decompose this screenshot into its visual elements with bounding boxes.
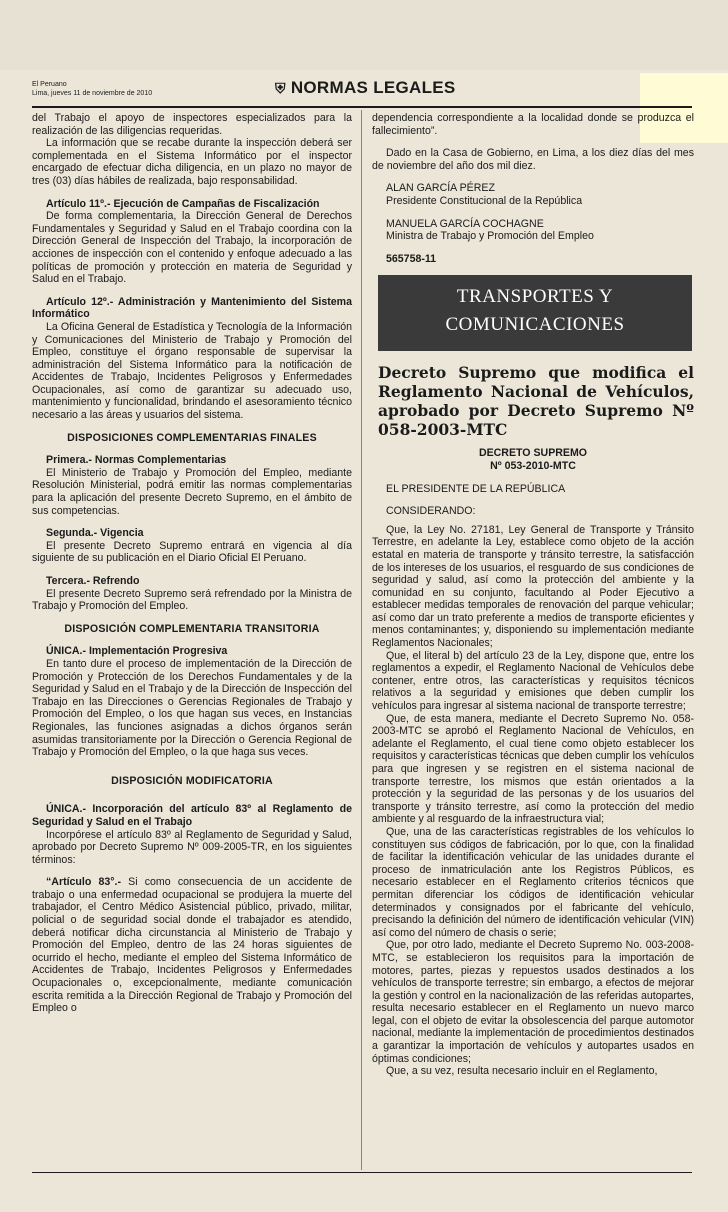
article-heading: Artículo 11º.- Ejecución de Campañas de Fiscalización — [46, 197, 320, 210]
article-heading: ÚNICA.- Incorporación del artículo 83º al Reglamento de Seguridad y Salud en el Trabajo — [32, 803, 352, 828]
signatory-role: Presidente Constitucional de la República — [386, 194, 583, 207]
header-meta — [32, 80, 152, 98]
section-title — [275, 78, 456, 98]
article-heading: ÚNICA.- Implementación Progresiva — [46, 645, 228, 658]
decree-label — [372, 447, 694, 472]
paragraph: Que, la Ley No. 27181, Ley General de Transporte y Tránsito Terrestre, en adelante la Ley, establece como objeto de la acción estatal en materia de transporte y tránsito terrestre, la satisfacción de los intereses de los usuarios, el resguardo de sus condiciones de seguridad y salud, así como la protección del ambiente y la comunidad en su conjunto, facultando al Poder Ejecutivo a establecer medidas temporales de renovación del parque vehicular; así como dar un trato preferente a medios de transporte eficientes y menos contaminantes; y, disponiendo su implementación mediante Reglamentos Nacionales; — [372, 523, 694, 650]
paragraph: La Oficina General de Estadística y Tecnología de la Información y Comunicaciones del Ministerio de Trabajo y Promoción del Empleo, constituye el órgano responsable de supervisar la administración del Sistema Informático para la notificación de Accidentes de Trabajo, Incidentes Peligrosos y Enfermedades Ocupacionales, así como de garantizar su adecuado uso, mantenimiento y funcionalidad, brindando el asesoramiento técnico necesario a las áreas y usuarios del sistema. — [32, 320, 352, 422]
section-heading: DISPOSICIONES COMPLEMENTARIAS FINALES — [67, 431, 317, 444]
article-heading: Tercera.- Refrendo — [46, 575, 140, 587]
left-column — [32, 112, 352, 1015]
paragraph: El Ministerio de Trabajo y Promoción del Empleo, mediante Resolución Ministerial, podrá emitir las normas complementarias para la aplicación del presente Decreto Supremo, en el ámbito de sus competencias. — [32, 466, 352, 517]
paragraph: El presente Decreto Supremo será refrendado por la Ministra de Trabajo y Promoción del Empleo. — [32, 587, 352, 613]
issue-date: Lima, jueves 11 de noviembre de 2010 — [32, 90, 153, 97]
paragraph: Incorpórese el artículo 83º al Reglamento de Seguridad y Salud, aprobado por Decreto Supremo Nº 009-2005-TR, en los siguientes términos: — [32, 828, 352, 866]
section-heading: DISPOSICIÓN COMPLEMENTARIA TRANSITORIA — [64, 622, 320, 635]
paragraph: Dado en la Casa de Gobierno, en Lima, a los diez días del mes de noviembre del año dos mil diez. — [372, 147, 694, 172]
paragraph: EL PRESIDENTE DE LA REPÚBLICA — [386, 482, 566, 495]
paragraph: De forma complementaria, la Dirección General de Derechos Fundamentales y Seguridad y Salud en el Trabajo coordina con la Dirección General de Inspección del Trabajo, la incorporación de acciones de inspección con el contenido y enfoque adecuado a las políticas de promoción y protección en materia de Seguridad y Salud en el Trabajo. — [32, 210, 352, 286]
paragraph: La información que se recabe durante la inspección deberá ser complementada en el Sistema Informático por el inspector encargado de efectuar dicha diligencia, en un plazo no mayor de tres (03) días hábiles de realizada, bajo responsabilidad. — [32, 137, 352, 187]
bottom-rule — [32, 1172, 692, 1173]
banner-line: COMUNICACIONES — [445, 314, 625, 336]
column-divider — [361, 110, 362, 1170]
article-heading: Primera.- Normas Complementarias — [46, 454, 227, 467]
article-83-lead: “Artículo 83°.- — [46, 876, 121, 889]
section-banner — [378, 275, 692, 351]
paragraph: CONSIDERANDO: — [386, 505, 476, 518]
newspaper-name: El Peruano — [32, 81, 67, 88]
paragraph: Que, de esta manera, mediante el Decreto Supremo No. 058-2003-MTC se aprobó el Reglamento Nacional de Vehículos, en adelante el Reglamento, el cual tiene como objeto establecer los requisitos y características técnicas que deben cumplir los vehículos para que ingresen y se registren en el sistema nacional de transporte terrestre, los mismos que están orientados a la protección y la seguridad de las personas y de los usuarios del transporte y tránsito terrestre, así como la protección del medio ambiente y al resguardo de la infraestructura vial; — [372, 712, 694, 826]
paragraph: Que, el literal b) del artículo 23 de la Ley, dispone que, entre los reglamentos a expedir, el Reglamento Nacional de Vehículos debe contener, entre otros, las características y requisitos técnicos relativos a la seguridad y emisiones que deben cumplir los vehículos para ingresar al sistema nacional de transporte terrestre; — [372, 649, 694, 713]
article-83-text: Si como consecuencia de un accidente de trabajo o una enfermedad ocupacional se produjera la muerte del trabajador, el Centro Médico Asistencial público, privado, militar, policial o de seguridad social donde el trabajador es atendido, deberá notificar dicha circunstancia al Ministerio de Trabajo y Promoción del Empleo, dentro de las 24 horas siguientes de ocurrido el hecho, mediante el empleo del Sistema Informático de Accidentes de Trabajo, Incidentes Peligrosos y Enfermedades Ocupacionales o, excepcionalmente, mediante comunicación escrita remitida a la Dirección Regional de Trabajo y Promoción del Empleo o — [32, 876, 352, 1015]
signatory-name: ALAN GARCÍA PÉREZ — [386, 182, 495, 195]
paragraph: Que, una de las características registrables de los vehículos lo constituyen sus códigos de fabricación, por lo que, con la finalidad de facilitar la identificación vehicular de las unidades durante el proceso de inmatriculación ante los Registros Públicos, es necesario establecer en el Reglamento criterios técnicos que permitan diferenciar los códigos de identificación vehicular determinados y consignados por el fabricante del vehículo, precisando la definición del número de identificación vehicular (VIN) así como del número de chasis o serie; — [372, 825, 694, 939]
decree-title: Decreto Supremo que modifica el Reglamento Nacional de Vehículos, aprobado por Decreto Supremo Nº 058-2003-MTC — [378, 363, 694, 440]
decree-number: Nº 053-2010-MTC — [490, 459, 576, 472]
scan-margin — [0, 0, 728, 70]
signatory-name: MANUELA GARCÍA COCHAGNE — [386, 217, 544, 230]
right-column — [372, 112, 694, 1078]
page-header — [32, 76, 692, 108]
section-heading: DISPOSICIÓN MODIFICATORIA — [111, 774, 273, 787]
article-heading: Artículo 12º.- Administración y Mantenimiento del Sistema Informático — [32, 295, 352, 321]
publication-code: 565758-11 — [386, 252, 437, 265]
decree-label-text: DECRETO SUPREMO — [478, 447, 588, 460]
section-title-text: NORMAS LEGALES — [290, 78, 456, 97]
paragraph: del Trabajo el apoyo de inspectores especializados para la realización de las diligencias requeridas. — [32, 112, 352, 137]
article-heading: Segunda.- Vigencia — [46, 527, 144, 540]
banner-line: TRANSPORTES Y — [456, 286, 614, 308]
signatory-role: Ministra de Trabajo y Promoción del Empleo — [386, 230, 594, 243]
paragraph: Que, por otro lado, mediante el Decreto Supremo No. 003-2008-MTC, se establecieron los requisitos para la importación de motores, partes, piezas y repuestos usados destinados a los vehículos de transporte terrestre; sin embargo, a efectos de mejorar la gestión y control en la nacionalización de las referidas autopartes, resulta necesario establecer en el Reglamento un nuevo marco legal, con el objeto de evitar la obsolescencia del parque automotor nacional, mediante la implementación de procedimientos destinados a garantizar la importación de vehículos y autopartes usados en óptimas condiciones; — [372, 939, 694, 1065]
paragraph — [32, 876, 352, 1015]
paragraph: Que, a su vez, resulta necesario incluir en el Reglamento, — [386, 1065, 658, 1078]
shield-emblem-icon: ⛨ — [275, 80, 286, 96]
paragraph: El presente Decreto Supremo entrará en vigencia al día siguiente de su publicación en el Diario Oficial El Peruano. — [32, 539, 352, 565]
paragraph: dependencia correspondiente a la localidad donde se produzca el fallecimiento”. — [372, 112, 694, 137]
paragraph: En tanto dure el proceso de implementación de la Dirección de Promoción y Protección de los Derechos Fundamentales y de la Seguridad y Salud en el Trabajo y de la Dirección de Inspección del Trabajo en las Direcciones o Gerencias Regionales de Trabajo y Promoción del Empleo, o los que hagan sus veces, en Instancias Regionales, las funciones asignadas a dichos órganos serán asumidas transitoriamente por la Dirección o Gerencia Regional de Trabajo y Promoción del Empleo, o la que haga sus veces. — [32, 657, 352, 759]
